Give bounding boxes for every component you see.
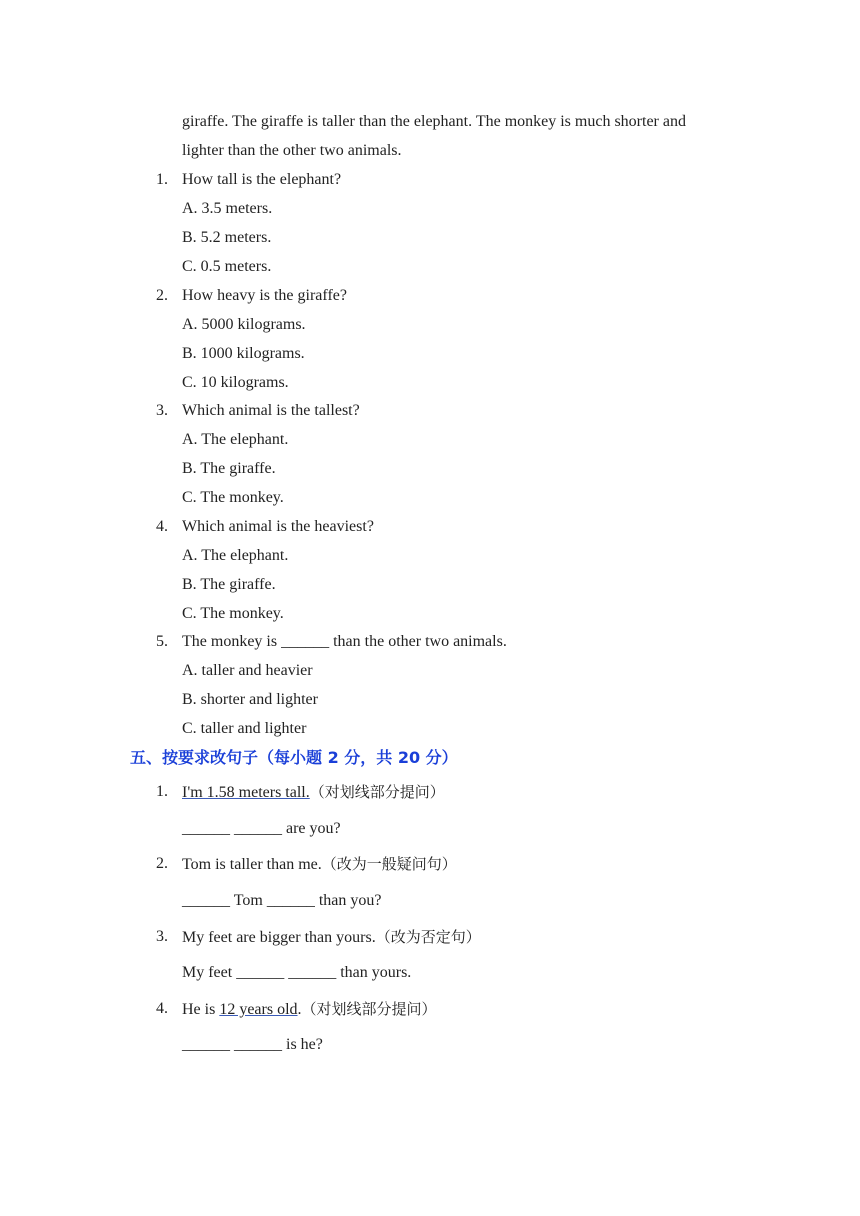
option: B. The giraffe. xyxy=(182,576,276,593)
question-number: 4. xyxy=(156,518,168,535)
passage-line: lighter than the other two animals. xyxy=(182,142,402,159)
instruction: （改为否定句） xyxy=(375,928,481,946)
answer-line: ______ ______ is he? xyxy=(182,1036,323,1053)
underlined-phrase: I'm 1.58 meters tall. xyxy=(182,784,310,801)
option: A. The elephant. xyxy=(182,547,289,564)
option: C. The monkey. xyxy=(182,489,284,506)
answer-line: ______ ______ are you? xyxy=(182,820,341,837)
instruction: （对划线部分提问） xyxy=(309,783,445,801)
answer-line: ______ Tom ______ than you? xyxy=(182,892,382,909)
question-text: How tall is the elephant? xyxy=(182,171,342,188)
sentence-text: Tom is taller than me. xyxy=(182,856,322,873)
question-text: The monkey is ______ than the other two animals. xyxy=(182,633,507,650)
question-text: How heavy is the giraffe? xyxy=(182,287,347,304)
sentence-rest: . xyxy=(297,1001,302,1018)
option: A. 5000 kilograms. xyxy=(182,316,306,333)
item-number: 2. xyxy=(156,855,168,872)
option: B. 5.2 meters. xyxy=(182,229,272,246)
option: C. taller and lighter xyxy=(182,720,307,737)
underlined-phrase: 12 years old xyxy=(219,1001,298,1018)
instruction: （对划线部分提问） xyxy=(301,1000,437,1018)
option: B. The giraffe. xyxy=(182,460,276,477)
sentence-text: My feet are bigger than yours. xyxy=(182,929,376,946)
passage-line: giraffe. The giraffe is taller than the elephant. The monkey is much shorter and xyxy=(182,113,686,130)
item-sentence xyxy=(182,782,445,803)
option: B. 1000 kilograms. xyxy=(182,345,305,362)
option: A. 3.5 meters. xyxy=(182,200,273,217)
question-number: 5. xyxy=(156,633,168,650)
sentence-prefix: He is xyxy=(182,1001,220,1018)
section-heading: 五、按要求改句子（每小题 2 分，共 20 分） xyxy=(130,748,458,767)
option: C. The monkey. xyxy=(182,605,284,622)
question-number: 3. xyxy=(156,402,168,419)
item-number: 3. xyxy=(156,928,168,945)
question-text: Which animal is the tallest? xyxy=(182,402,360,419)
item-sentence xyxy=(182,854,457,875)
answer-line: My feet ______ ______ than yours. xyxy=(182,964,412,981)
question-number: 2. xyxy=(156,287,168,304)
item-sentence xyxy=(182,927,481,948)
instruction: （改为一般疑问句） xyxy=(321,855,457,873)
question-number: 1. xyxy=(156,171,168,188)
option: A. taller and heavier xyxy=(182,662,313,679)
item-sentence xyxy=(182,999,437,1020)
option: B. shorter and lighter xyxy=(182,691,318,708)
question-text: Which animal is the heaviest? xyxy=(182,518,374,535)
option: C. 10 kilograms. xyxy=(182,374,289,391)
item-number: 1. xyxy=(156,783,168,800)
option: A. The elephant. xyxy=(182,431,289,448)
item-number: 4. xyxy=(156,1000,168,1017)
option: C. 0.5 meters. xyxy=(182,258,272,275)
